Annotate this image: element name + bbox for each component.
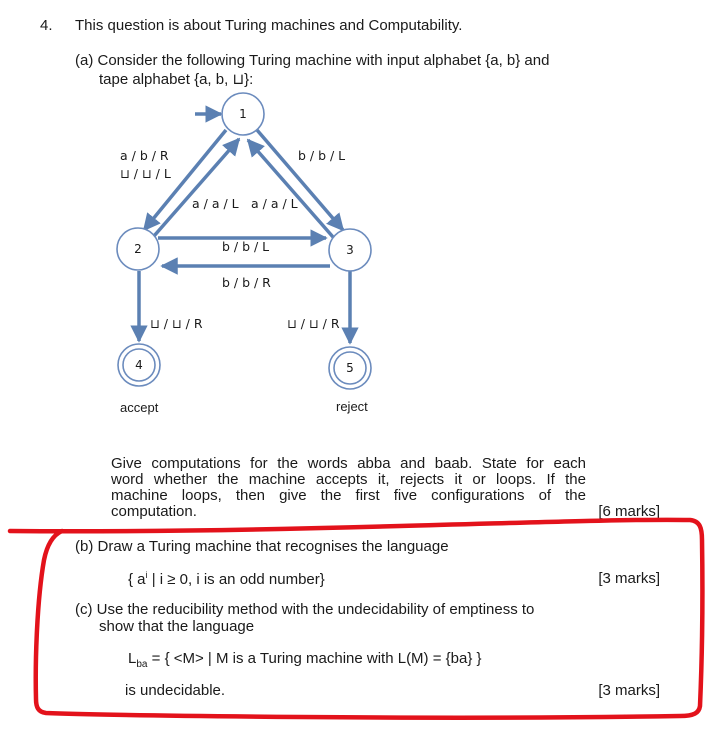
part-a-prompt-line1: Give computations for the words abba and baab. State for each	[111, 455, 586, 472]
part-b-marks: [3 marks]	[598, 570, 660, 587]
label-1-3: b / b / L	[298, 148, 346, 163]
state-4-label: 4	[135, 358, 143, 372]
part-c-line2: show that the language	[99, 618, 255, 635]
part-a-marks: [6 marks]	[598, 503, 660, 520]
label-3-2: b / b / R	[222, 275, 271, 290]
label-3-1: a / a / L	[251, 196, 298, 211]
part-a-line2: tape alphabet {a, b, ⊔}:	[99, 71, 254, 88]
part-b-line: (b) Draw a Turing machine that recognises the language	[75, 538, 449, 555]
part-c-line1: (c) Use the reducibility method with the undecidability of emptiness to	[75, 601, 535, 618]
part-b-language: { $a^i$ | i ≥ 0, i is an odd number}	[128, 570, 325, 588]
state-5-label: 5	[346, 361, 354, 375]
part-c-marks: [3 marks]	[598, 682, 660, 699]
part-a-line1: (a) Consider the following Turing machine with input alphabet {a, b} and	[75, 52, 550, 69]
label-2-3: b / b / L	[222, 239, 270, 254]
label-2-1: a / a / L	[192, 196, 239, 211]
reject-label: reject	[336, 399, 368, 414]
part-a-prompt-line2: word whether the machine accepts it, rejects it or loops. If the	[111, 471, 586, 488]
part-a-prompt-line3: machine loops, then give the first five configurations of the	[111, 487, 586, 504]
accept-label: accept	[120, 400, 159, 415]
question-intro: This question is about Turing machines and Computability.	[75, 17, 463, 34]
question-number: 4.	[40, 17, 53, 34]
state-3-label: 3	[346, 243, 354, 257]
label-3-5: ⊔ / ⊔ / R	[287, 316, 340, 331]
label-1-2-b: ⊔ / ⊔ / L	[120, 166, 171, 181]
part-c-conclusion: is undecidable.	[125, 682, 226, 699]
label-1-2-a: a / b / R	[120, 148, 169, 163]
state-1-label: 1	[239, 107, 247, 121]
state-2-label: 2	[134, 242, 142, 256]
part-a-prompt-line4: computation.	[111, 503, 197, 520]
label-2-4: ⊔ / ⊔ / R	[150, 316, 203, 331]
part-c-language: $L_{ba}$ = { <M> | M is a Turing machine with L(M) = {ba} }	[128, 650, 482, 670]
